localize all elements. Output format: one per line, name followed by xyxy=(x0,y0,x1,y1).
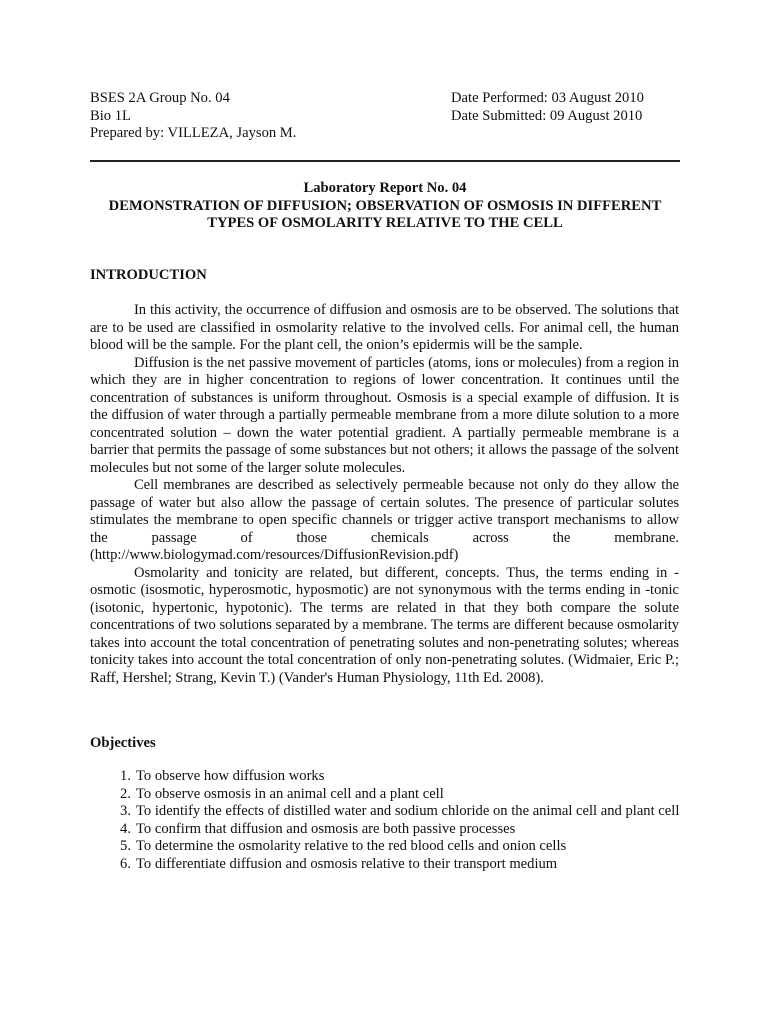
objective-text: To confirm that diffusion and osmosis are both passive processes xyxy=(136,820,516,837)
prepared-by: Prepared by: VILLEZA, Jayson M. xyxy=(90,125,297,141)
objective-number: 3. xyxy=(120,803,131,819)
objective-number: 1. xyxy=(120,768,131,784)
header-left xyxy=(90,90,410,143)
date-submitted: Date Submitted: 09 August 2010 xyxy=(451,107,643,124)
objective-number: 5. xyxy=(120,838,131,854)
intro-paragraph: Diffusion is the net passive movement of particles (atoms, ions or molecules) from a region in which they are in higher concentration to regions of lower concentration. It continues until the concentration of substances is uniform throughout. Osmosis is a special example of diffusion. It is the diffusion of water through a partially permeable membrane from a more dilute solution to a more concentrated solution – down the water potential gradient. A partially permeable membrane is a barrier that permits the passage of some substances but not others; it allows the passage of the solvent molecules but not some of the larger solute molecules. xyxy=(90,354,679,476)
objective-text: To observe how diffusion works xyxy=(136,768,325,784)
course-code: Bio 1L xyxy=(90,107,131,124)
objective-number: 4. xyxy=(120,820,131,837)
list-item xyxy=(90,821,680,839)
title-line-2: TYPES OF OSMOLARITY RELATIVE TO THE CELL xyxy=(207,215,563,231)
objective-text: To observe osmosis in an animal cell and a plant cell xyxy=(136,785,444,802)
report-title xyxy=(90,180,680,233)
list-item xyxy=(90,856,680,874)
objectives-list xyxy=(90,768,680,873)
intro-paragraph: Osmolarity and tonicity are related, but different, concepts. Thus, the terms ending in -osmotic (isosmotic, hyperosmotic, hyposmotic) are not synonymous with the terms ending in -tonic (isotonic, hypertonic, hypotonic). The terms are related in that they both compare the solute concentrations of two solutions separated by a membrane. The terms are different because osmolarity takes into account the total concentration of penetrating solutes and non-penetrating solutes; whereas tonicity takes into account the total concentration of only non-penetrating solutes. (Widmaier, Eric P.; Raff, Hershel; Strang, Kevin T.) (Vander's Human Physiology, 11th Ed. 2008). xyxy=(90,564,679,686)
date-performed: Date Performed: 03 August 2010 xyxy=(451,90,644,106)
introduction-body xyxy=(90,302,679,687)
objective-text: To differentiate diffusion and osmosis relative to their transport medium xyxy=(136,855,558,872)
list-item xyxy=(90,838,680,856)
report-number: Laboratory Report No. 04 xyxy=(303,180,467,196)
list-item xyxy=(90,786,680,804)
title-line-1: DEMONSTRATION OF DIFFUSION; OBSERVATION OF OSMOSIS IN DIFFERENT xyxy=(108,197,662,214)
header-divider xyxy=(90,160,680,162)
intro-paragraph: Cell membranes are described as selectively permeable because not only do they allow the passage of water but also allow the passage of certain solutes. The presence of particular solutes stimulates the membrane to open specific channels or trigger active transport mechanisms to allow the passage of those chemicals across the membrane. (http://www.biologymad.com/resources/DiffusionRevision.pdf) xyxy=(90,477,679,563)
objective-text: To identify the effects of distilled water and sodium chloride on the animal cell and plant cell xyxy=(136,803,680,819)
group-number: BSES 2A Group No. 04 xyxy=(90,90,230,106)
introduction-heading: INTRODUCTION xyxy=(90,267,207,283)
objective-text: To determine the osmolarity relative to the red blood cells and onion cells xyxy=(136,838,567,854)
header-right xyxy=(451,90,691,125)
objective-number: 6. xyxy=(120,855,131,872)
objective-number: 2. xyxy=(120,785,131,802)
intro-paragraph: In this activity, the occurrence of diffusion and osmosis are to be observed. The solutions that are to be used are classified in osmolarity relative to the involved cells. For animal cell, the human blood will be the sample. For the plant cell, the onion’s epidermis will be the sample. xyxy=(90,302,679,353)
list-item xyxy=(90,768,680,786)
objectives-heading: Objectives xyxy=(90,735,156,751)
list-item xyxy=(90,803,680,821)
